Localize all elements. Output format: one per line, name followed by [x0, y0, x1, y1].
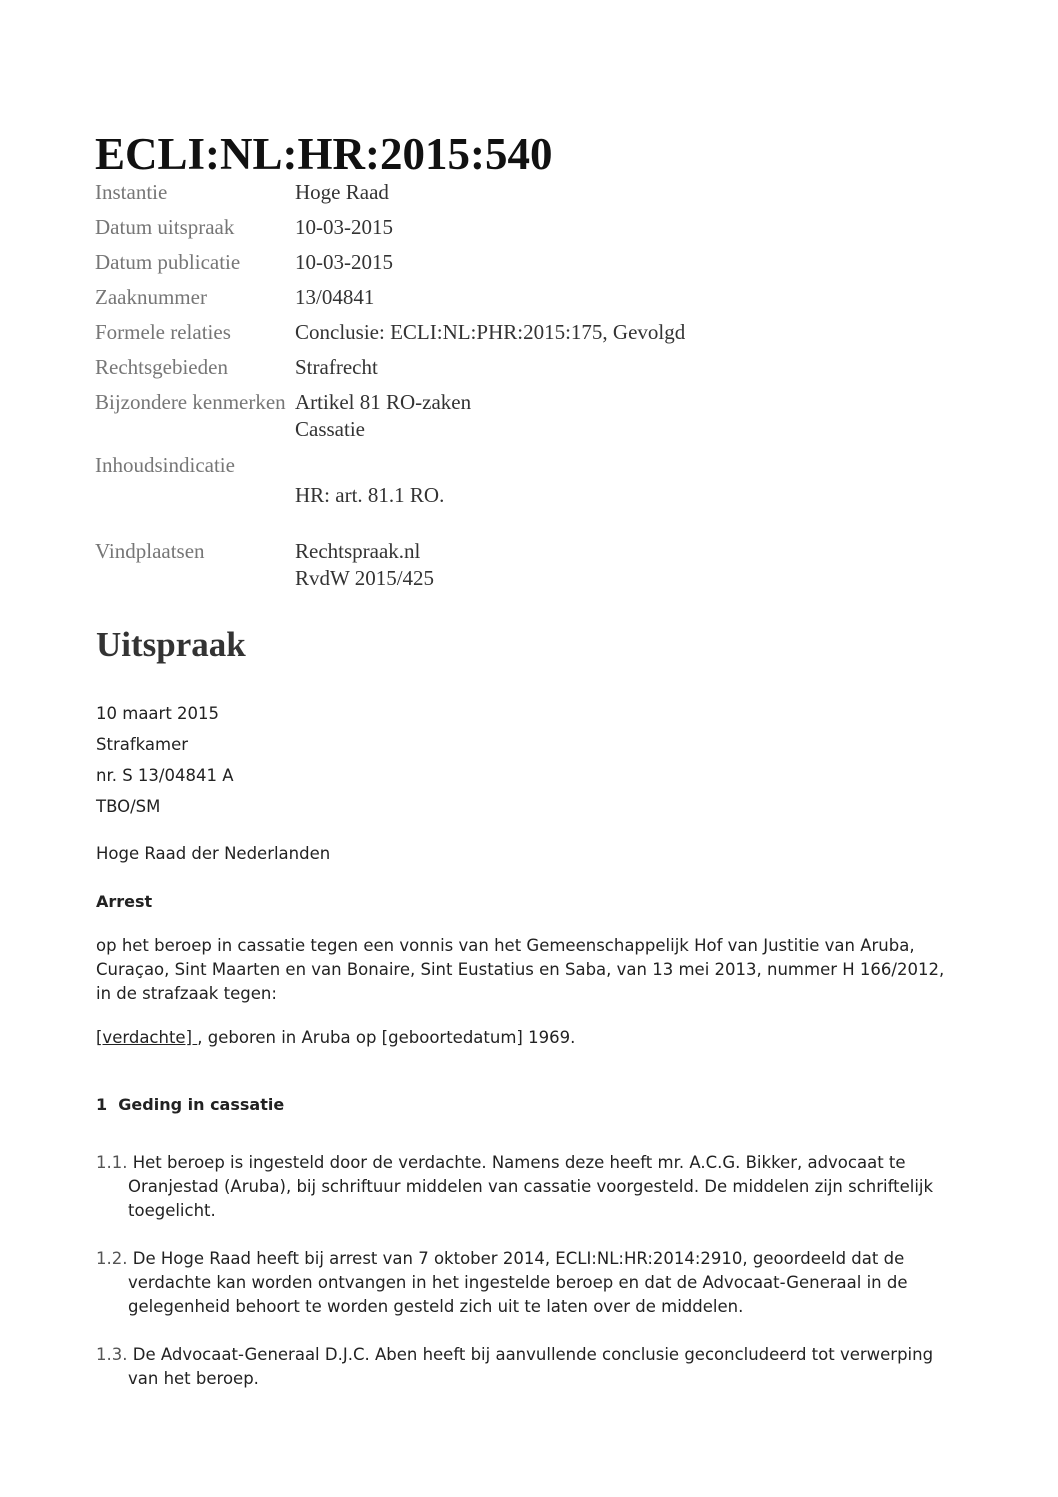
- item-number: 1.2.: [96, 1249, 128, 1268]
- suspect-line: [96, 1026, 956, 1050]
- meta-label: Datum publicatie: [95, 250, 241, 274]
- arrest-heading-text: Arrest: [96, 892, 153, 911]
- meta-label: Formele relaties: [95, 320, 231, 344]
- list-item-1-2: [96, 1247, 976, 1319]
- meta-value: [295, 319, 685, 346]
- meta-value: [295, 452, 444, 509]
- section1-title: Geding in cassatie: [118, 1095, 285, 1114]
- meta-value-line: Rechtspraak.nl: [295, 539, 421, 563]
- meta-label: Datum uitspraak: [95, 215, 235, 239]
- arrest-heading: [96, 890, 956, 914]
- item-text-line: gelegenheid behoort te worden gesteld zich uit te laten over de middelen.: [128, 1297, 744, 1316]
- meta-row-instantie: [95, 179, 995, 206]
- meta-value: [295, 284, 374, 311]
- meta-row-vindplaatsen: [95, 538, 995, 592]
- item-text-line: verdachte kan worden ontvangen in het ingestelde beroep en dat de Advocaat-Generaal in de: [128, 1273, 908, 1292]
- meta-label: Instantie: [95, 180, 168, 204]
- meta-value-line: HR: art. 81.1 RO.: [295, 483, 445, 507]
- document-title: ECLI:NL:HR:2015:540: [95, 129, 553, 179]
- list-item-1-3: [96, 1343, 976, 1391]
- meta-value-line: RvdW 2015/425: [295, 566, 435, 590]
- header-line: TBO/SM: [96, 797, 161, 816]
- section-heading-uitspraak: Uitspraak: [96, 625, 246, 664]
- meta-value: [295, 354, 378, 381]
- meta-row-formele-relaties: [95, 319, 995, 346]
- item-text: Het beroep is ingesteld door de verdachte. Namens deze heeft mr. A.C.G. Bikker, advocaat te: [132, 1153, 906, 1172]
- header-line: 10 maart 2015: [96, 704, 220, 723]
- meta-value: [295, 179, 389, 206]
- list-item-1-1: [96, 1151, 976, 1223]
- intro-paragraph: [96, 934, 956, 1006]
- header-line: nr. S 13/04841 A: [96, 766, 234, 785]
- item-number: 1.3.: [96, 1345, 128, 1364]
- item-text-line: van het beroep.: [128, 1369, 259, 1388]
- meta-label: Rechtsgebieden: [95, 355, 228, 379]
- meta-value-line: Conclusie: ECLI:NL:PHR:2015:175, Gevolgd: [295, 320, 686, 344]
- meta-row-rechtsgebieden: [95, 354, 995, 381]
- meta-row-datum-uitspraak: [95, 214, 995, 241]
- meta-value: [295, 214, 393, 241]
- court-name-text: Hoge Raad der Nederlanden: [96, 844, 331, 863]
- intro-line: op het beroep in cassatie tegen een vonnis van het Gemeenschappelijk Hof van Justitie van Aruba,: [96, 936, 915, 955]
- meta-label: Zaaknummer: [95, 285, 207, 309]
- item-text: De Hoge Raad heeft bij arrest van 7 oktober 2014, ECLI:NL:HR:2014:2910, geoordeeld dat de: [132, 1249, 905, 1268]
- meta-value-line: 13/04841: [295, 285, 375, 309]
- item-number: 1.1.: [96, 1153, 128, 1172]
- meta-label: Vindplaatsen: [95, 539, 205, 563]
- intro-line: in de strafzaak tegen:: [96, 984, 277, 1003]
- suspect-details: , geboren in Aruba op [geboortedatum] 1969.: [197, 1028, 576, 1047]
- suspect-link[interactable]: [verdachte]: [96, 1028, 198, 1047]
- meta-row-zaaknummer: [95, 284, 995, 311]
- intro-line: Curaçao, Sint Maarten en van Bonaire, Sint Eustatius en Saba, van 13 mei 2013, nummer H 166/2012,: [96, 960, 945, 979]
- meta-value: [295, 538, 434, 592]
- meta-value-line: 10-03-2015: [295, 215, 393, 239]
- meta-row-bijzondere-kenmerken: [95, 389, 995, 443]
- section1-heading: [96, 1093, 956, 1117]
- court-name: [96, 842, 956, 866]
- item-text: De Advocaat-Generaal D.J.C. Aben heeft bij aanvullende conclusie geconcludeerd tot verwerping: [132, 1345, 934, 1364]
- meta-value-line: Artikel 81 RO-zaken: [295, 390, 472, 414]
- section1-number: 1: [96, 1095, 108, 1114]
- meta-value: [295, 249, 393, 276]
- item-text-line: toegelicht.: [128, 1201, 216, 1220]
- item-text-line: Oranjestad (Aruba), bij schriftuur middelen van cassatie voorgesteld. De middelen zijn schriftelijk: [128, 1177, 934, 1196]
- meta-label: Inhoudsindicatie: [95, 453, 235, 477]
- header-block: [96, 702, 956, 826]
- meta-value: [295, 389, 471, 443]
- meta-value-line: Cassatie: [295, 417, 365, 441]
- meta-row-datum-publicatie: [95, 249, 995, 276]
- meta-value-line: Hoge Raad: [295, 180, 389, 204]
- metadata-table: [95, 179, 995, 592]
- meta-label: Bijzondere kenmerken: [95, 390, 286, 414]
- header-line: Strafkamer: [96, 735, 189, 754]
- meta-row-inhoudsindicatie: [95, 452, 995, 509]
- meta-value-line: 10-03-2015: [295, 250, 393, 274]
- meta-value-line: Strafrecht: [295, 355, 378, 379]
